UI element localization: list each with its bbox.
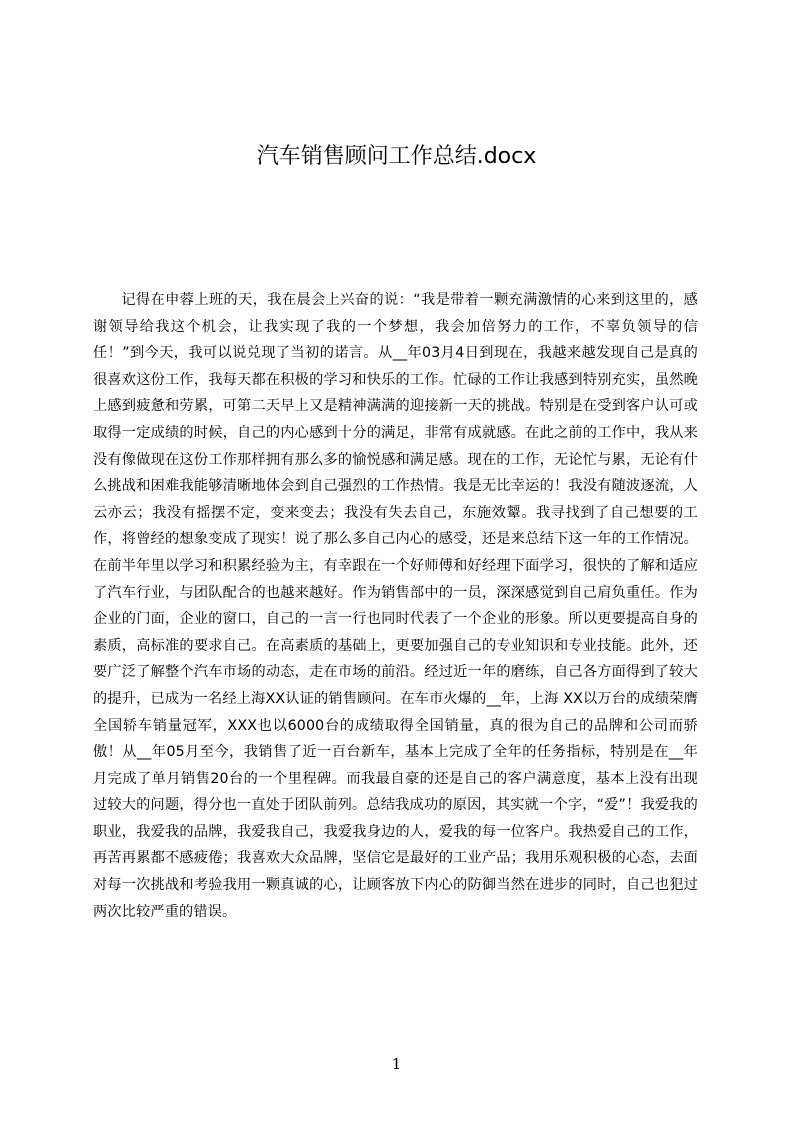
- document-body-paragraph: 记得在申蓉上班的天，我在晨会上兴奋的说：“我是带着一颗充满激情的心来到这里的，感谢领导给我这个机会，让我实现了我的一个梦想，我会加倍努力的工作，不辜负领导的信任！”到今天，我可以说兑现了当初的诺言。从__年03月4日到现在，我越来越发现自己是真的很喜欢这份工作，我每天都在积极的学习和快乐的工作。忙碌的工作让我感到特别充实，虽然晚上感到疲惫和劳累，可第二天早上又是精神满满的迎接新一天的挑战。特别是在受到客户认可或取得一定成绩的时候，自己的内心感到十分的满足，非常有成就感。在此之前的工作中，我从来没有像做现在这份工作那样拥有那么多的愉悦感和满足感。现在的工作，无论忙与累，无论有什么挑战和困难我能够清晰地体会到自己强烈的工作热情。我是无比幸运的！我没有随波逐流，人云亦云；我没有摇摆不定，变来变去；我没有失去自己，东施效颦。我寻找到了自己想要的工作，将曾经的想象变成了现实！说了那么多自己内心的感受，还是来总结下这一年的工作情况。在前半年里以学习和积累经验为主，有幸跟在一个好师傅和好经理下面学习，很快的了解和适应了汽车行业，与团队配合的也越来越好。作为销售部中的一员，深深感觉到自己肩负重任。作为企业的门面，企业的窗口，自己的一言一行也同时代表了一个企业的形象。所以更要提高自身的素质，高标准的要求自己。在高素质的基础上，更要加强自己的专业知识和专业技能。此外，还要广泛了解整个汽车市场的动态，走在市场的前沿。经过近一年的磨练，自己各方面得到了较大的提升，已成为一名经上海XX认证的销售顾问。在车市火爆的__年，上海 XX以万台的成绩荣膺全国轿车销量冠军，XXX也以6000台的成绩取得全国销量，真的很为自己的品牌和公司而骄傲！从__年05月至今，我销售了近一百台新车，基本上完成了全年的任务指标，特别是在__年月完成了单月销售20台的一个里程碑。而我最自豪的还是自己的客户满意度，基本上没有出现过较大的问题，得分也一直处于团队前列。总结我成功的原因，其实就一个字，“爱”！我爱我的职业，我爱我的品牌，我爱我自己，我爱我身边的人，爱我的每一位客户。我热爱自己的工作，再苦再累都不感疲倦；我喜欢大众品牌，坚信它是最好的工业产品；我用乐观积极的心态，去面对每一次挑战和考验我用一颗真诚的心，让顾客放下内心的防御当然在进步的同时，自己也犯过两次比较严重的错误。: [93, 292, 698, 920]
- document-title: 汽车销售顾问工作总结.docx: [256, 144, 537, 169]
- page-number: 1: [391, 1055, 402, 1073]
